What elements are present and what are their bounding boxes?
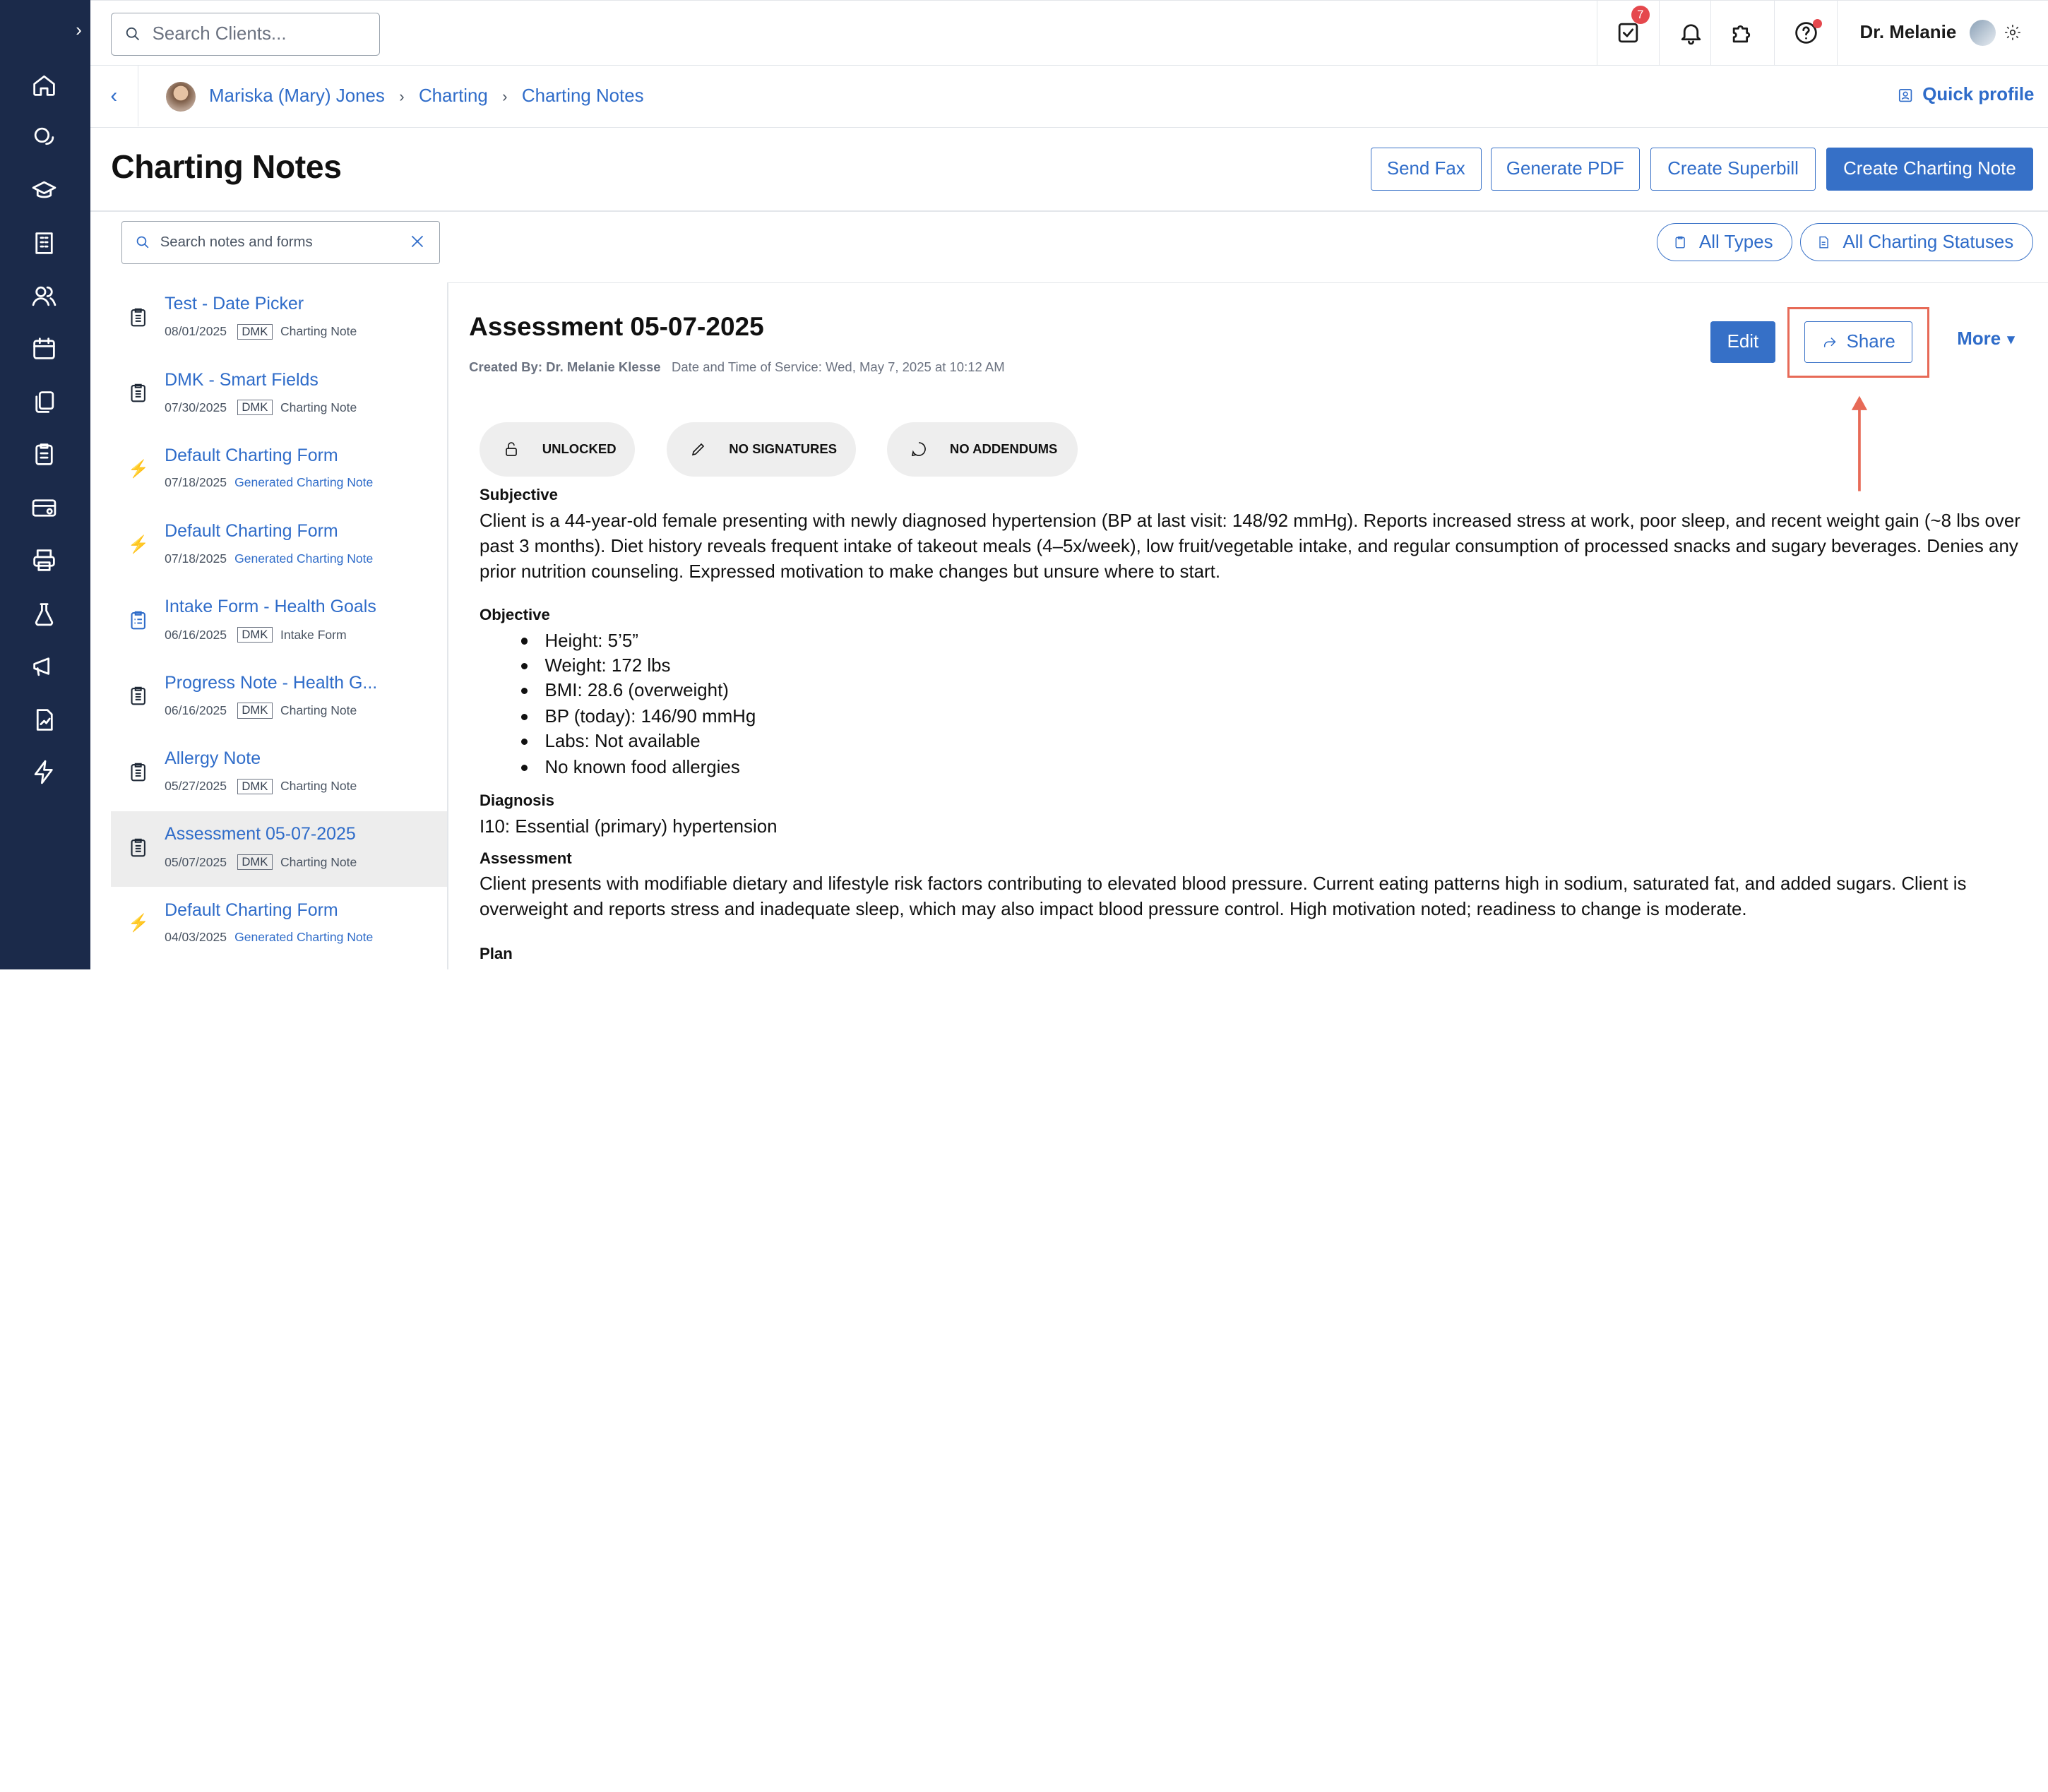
note-tag: DMK — [237, 627, 273, 643]
avatar[interactable] — [1970, 20, 1996, 46]
bell-icon — [1678, 20, 1704, 46]
gear-icon[interactable] — [2004, 23, 2022, 42]
user-name: Dr. Melanie — [1859, 22, 1957, 42]
bolt-icon: ⚡ — [128, 459, 150, 479]
chevron-right-icon: › — [399, 87, 405, 105]
page-title: Charting Notes — [111, 148, 342, 186]
note-meta — [165, 324, 357, 340]
clients-icon[interactable] — [29, 281, 60, 312]
form-icon — [126, 607, 150, 633]
print-icon[interactable] — [29, 544, 60, 575]
client-search[interactable] — [111, 13, 380, 56]
list-item: Weight: 172 lbs — [521, 656, 670, 676]
clipboard-icon — [1673, 235, 1687, 249]
client-avatar — [166, 82, 196, 112]
charting-icon[interactable] — [29, 439, 60, 470]
document-icon — [1816, 235, 1830, 249]
comment-icon — [910, 441, 927, 458]
note-kind: Charting Note — [280, 703, 357, 717]
create-superbill-button[interactable]: Create Superbill — [1650, 148, 1816, 191]
user-menu[interactable] — [1837, 1, 2048, 65]
note-date: 07/18/2025 — [165, 475, 227, 490]
edit-button[interactable]: Edit — [1710, 321, 1776, 363]
note-title[interactable]: Default Charting Form — [165, 521, 338, 542]
note-date: 04/03/2025 — [165, 930, 227, 945]
send-fax-button[interactable]: Send Fax — [1371, 148, 1482, 191]
diagnosis-heading: Diagnosis — [479, 792, 554, 810]
left-sidebar — [0, 0, 90, 969]
note-meta — [165, 779, 357, 794]
subjective-text: Client is a 44-year-old female presenting with newly diagnosed hypertension (BP at last visit: 148/92 mmHg). Reports increased stress at work, poor sleep, and recent weight gain (~8 lbs over past 3 months). Diet history reveals frequent intake of takeout meals (4–5x/week), low fruit/vegetable intake, and regular consumption of processed snacks and sugary beverages. Denies any prior nutrition counseling. Expressed motivation to make changes but unsure where to start. — [479, 510, 2020, 582]
generate-pdf-button[interactable]: Generate PDF — [1491, 148, 1640, 191]
note-list-item[interactable] — [111, 432, 448, 508]
breadcrumb-bar — [90, 66, 2048, 129]
quick-profile-link[interactable] — [1898, 85, 2034, 105]
note-date: 08/01/2025 — [165, 324, 227, 339]
clipboard-icon — [126, 304, 150, 330]
note-list-item[interactable] — [111, 508, 448, 584]
profile-card-icon — [1898, 88, 1913, 103]
note-date: 07/30/2025 — [165, 400, 227, 414]
note-kind: Intake Form — [280, 627, 347, 642]
note-title[interactable]: Default Charting Form — [165, 900, 338, 920]
annotation-arrow-icon — [1850, 392, 1869, 491]
breadcrumb-charting[interactable]: Charting — [418, 86, 488, 107]
status-label: NO ADDENDUMS — [949, 441, 1058, 457]
all-types-filter[interactable] — [1657, 223, 1792, 261]
more-menu[interactable] — [1957, 329, 2014, 350]
list-item: Labs: Not available — [521, 731, 701, 752]
search-icon — [125, 26, 141, 42]
back-chevron-icon[interactable]: ‹ — [90, 66, 138, 127]
note-list-item[interactable] — [111, 281, 448, 357]
note-list-item[interactable] — [111, 736, 448, 811]
note-kind: Charting Note — [280, 854, 357, 869]
note-title[interactable]: Test - Date Picker — [165, 294, 304, 314]
bolt-icon: ⚡ — [128, 534, 150, 554]
integrations-button[interactable] — [1710, 1, 1775, 65]
status-unlocked — [480, 422, 635, 477]
note-meta — [165, 854, 357, 870]
tasks-button[interactable] — [1597, 1, 1660, 65]
objective-heading: Objective — [479, 606, 550, 624]
note-date: 05/07/2025 — [165, 854, 227, 869]
note-tag: DMK — [237, 324, 273, 340]
list-item: BMI: 28.6 (overweight) — [521, 681, 729, 701]
lab-icon[interactable] — [29, 598, 60, 629]
puzzle-icon — [1730, 20, 1756, 46]
assessment-text: Client presents with modifiable dietary and lifestyle risk factors contributing to elevated blood pressure. Current eating patterns high in sodium, saturated fat, and added sugars. Client is overweight and reports stress and inadequate sleep, which may also impact blood pressure control. High motivation noted; readiness to change is moderate. — [479, 873, 1967, 920]
status-addendums — [887, 422, 1078, 477]
note-meta — [165, 400, 357, 415]
top-bar — [90, 0, 2048, 66]
breadcrumb — [166, 81, 644, 112]
note-title[interactable]: Intake Form - Health Goals — [165, 597, 376, 617]
note-date: 06/16/2025 — [165, 627, 227, 642]
note-kind: Generated Charting Note — [234, 475, 374, 490]
service-time: Date and Time of Service: Wed, May 7, 2025 at 10:12 AM — [672, 359, 1005, 374]
assessment-heading: Assessment — [479, 849, 572, 867]
notes-list — [111, 283, 448, 969]
clipboard-icon — [126, 380, 150, 406]
bolt-icon: ⚡ — [128, 914, 150, 933]
note-kind: Charting Note — [280, 400, 357, 414]
building-icon[interactable] — [29, 227, 60, 258]
help-button[interactable] — [1774, 1, 1837, 65]
more-label: More — [1957, 329, 2001, 350]
panel-divider — [447, 282, 448, 969]
highlight-box — [1787, 307, 1930, 378]
note-list-item[interactable] — [111, 357, 448, 432]
list-item: Height: 5’5” — [521, 631, 638, 652]
billing-icon[interactable] — [29, 492, 60, 523]
clipboard-icon — [126, 759, 150, 785]
chevron-right-icon: › — [502, 87, 508, 105]
note-meta — [165, 703, 357, 718]
panel-divider — [447, 282, 2048, 284]
education-icon[interactable] — [29, 175, 60, 206]
chevron-down-icon: ▾ — [2007, 332, 2015, 348]
documents-icon[interactable] — [29, 387, 60, 418]
note-title[interactable]: Assessment 05-07-2025 — [165, 824, 356, 844]
notes-search[interactable] — [121, 221, 440, 264]
note-kind: Charting Note — [280, 324, 357, 339]
reports-icon[interactable] — [29, 704, 60, 735]
clipboard-icon — [126, 683, 150, 710]
note-date: 07/18/2025 — [165, 551, 227, 566]
note-meta — [165, 627, 347, 643]
status-label: NO SIGNATURES — [729, 441, 838, 457]
note-list-item[interactable] — [111, 659, 448, 735]
note-tag: DMK — [237, 400, 273, 415]
note-tag: DMK — [237, 854, 273, 870]
clear-icon[interactable] — [408, 232, 427, 250]
quick-profile-label: Quick profile — [1922, 85, 2035, 105]
list-item: BP (today): 146/90 mmHg — [521, 707, 756, 727]
all-statuses-label: All Charting Statuses — [1842, 232, 2014, 252]
status-signatures — [667, 422, 856, 477]
sidebar-expand-icon[interactable]: › — [76, 20, 82, 41]
note-list-item[interactable] — [111, 584, 448, 659]
megaphone-icon[interactable] — [29, 650, 60, 681]
note-meta — [469, 359, 1005, 375]
home-icon[interactable] — [29, 69, 60, 100]
diagnosis-text: I10: Essential (primary) hypertension — [479, 816, 778, 837]
status-label: UNLOCKED — [542, 441, 617, 457]
divider — [90, 210, 2048, 212]
note-meta — [165, 930, 373, 945]
breadcrumb-client[interactable]: Mariska (Mary) Jones — [208, 86, 385, 107]
note-date: 06/16/2025 — [165, 703, 227, 717]
note-tag: DMK — [237, 779, 273, 794]
note-title: Assessment 05-07-2025 — [469, 312, 764, 342]
calendar-icon[interactable] — [29, 333, 60, 364]
note-date: 05/27/2025 — [165, 779, 227, 794]
chat-icon[interactable] — [29, 121, 60, 153]
clipboard-icon — [126, 835, 150, 861]
notes-search-input[interactable] — [160, 234, 395, 251]
note-kind: Generated Charting Note — [234, 930, 374, 945]
automation-icon[interactable] — [29, 756, 60, 787]
search-icon — [136, 235, 150, 249]
note-kind: Generated Charting Note — [234, 551, 374, 566]
note-kind: Charting Note — [280, 779, 357, 794]
note-list-item[interactable] — [111, 811, 448, 887]
share-label: Share — [1846, 332, 1895, 352]
plan-heading: Plan — [479, 944, 513, 962]
breadcrumb-charting-notes[interactable]: Charting Notes — [521, 86, 644, 107]
note-title[interactable]: Allergy Note — [165, 748, 261, 769]
note-title[interactable]: Progress Note - Health G... — [165, 672, 378, 693]
tasks-badge: 7 — [1631, 6, 1650, 24]
list-item: No known food allergies — [521, 758, 740, 778]
subjective-heading: Subjective — [479, 486, 558, 504]
note-title[interactable]: Default Charting Form — [165, 445, 338, 465]
create-charting-note-button[interactable]: Create Charting Note — [1826, 148, 2032, 191]
help-dot — [1813, 19, 1822, 28]
note-tag: DMK — [237, 703, 273, 718]
note-meta — [165, 551, 373, 566]
unlock-icon — [503, 441, 520, 458]
all-types-label: All Types — [1698, 232, 1773, 252]
note-title[interactable]: DMK - Smart Fields — [165, 369, 318, 390]
note-list-item[interactable] — [111, 887, 448, 962]
created-by: Created By: Dr. Melanie Klesse — [469, 359, 661, 374]
client-search-input[interactable] — [153, 24, 362, 44]
all-statuses-filter[interactable] — [1800, 223, 2032, 261]
note-meta — [165, 475, 373, 490]
pencil-icon — [690, 441, 707, 458]
